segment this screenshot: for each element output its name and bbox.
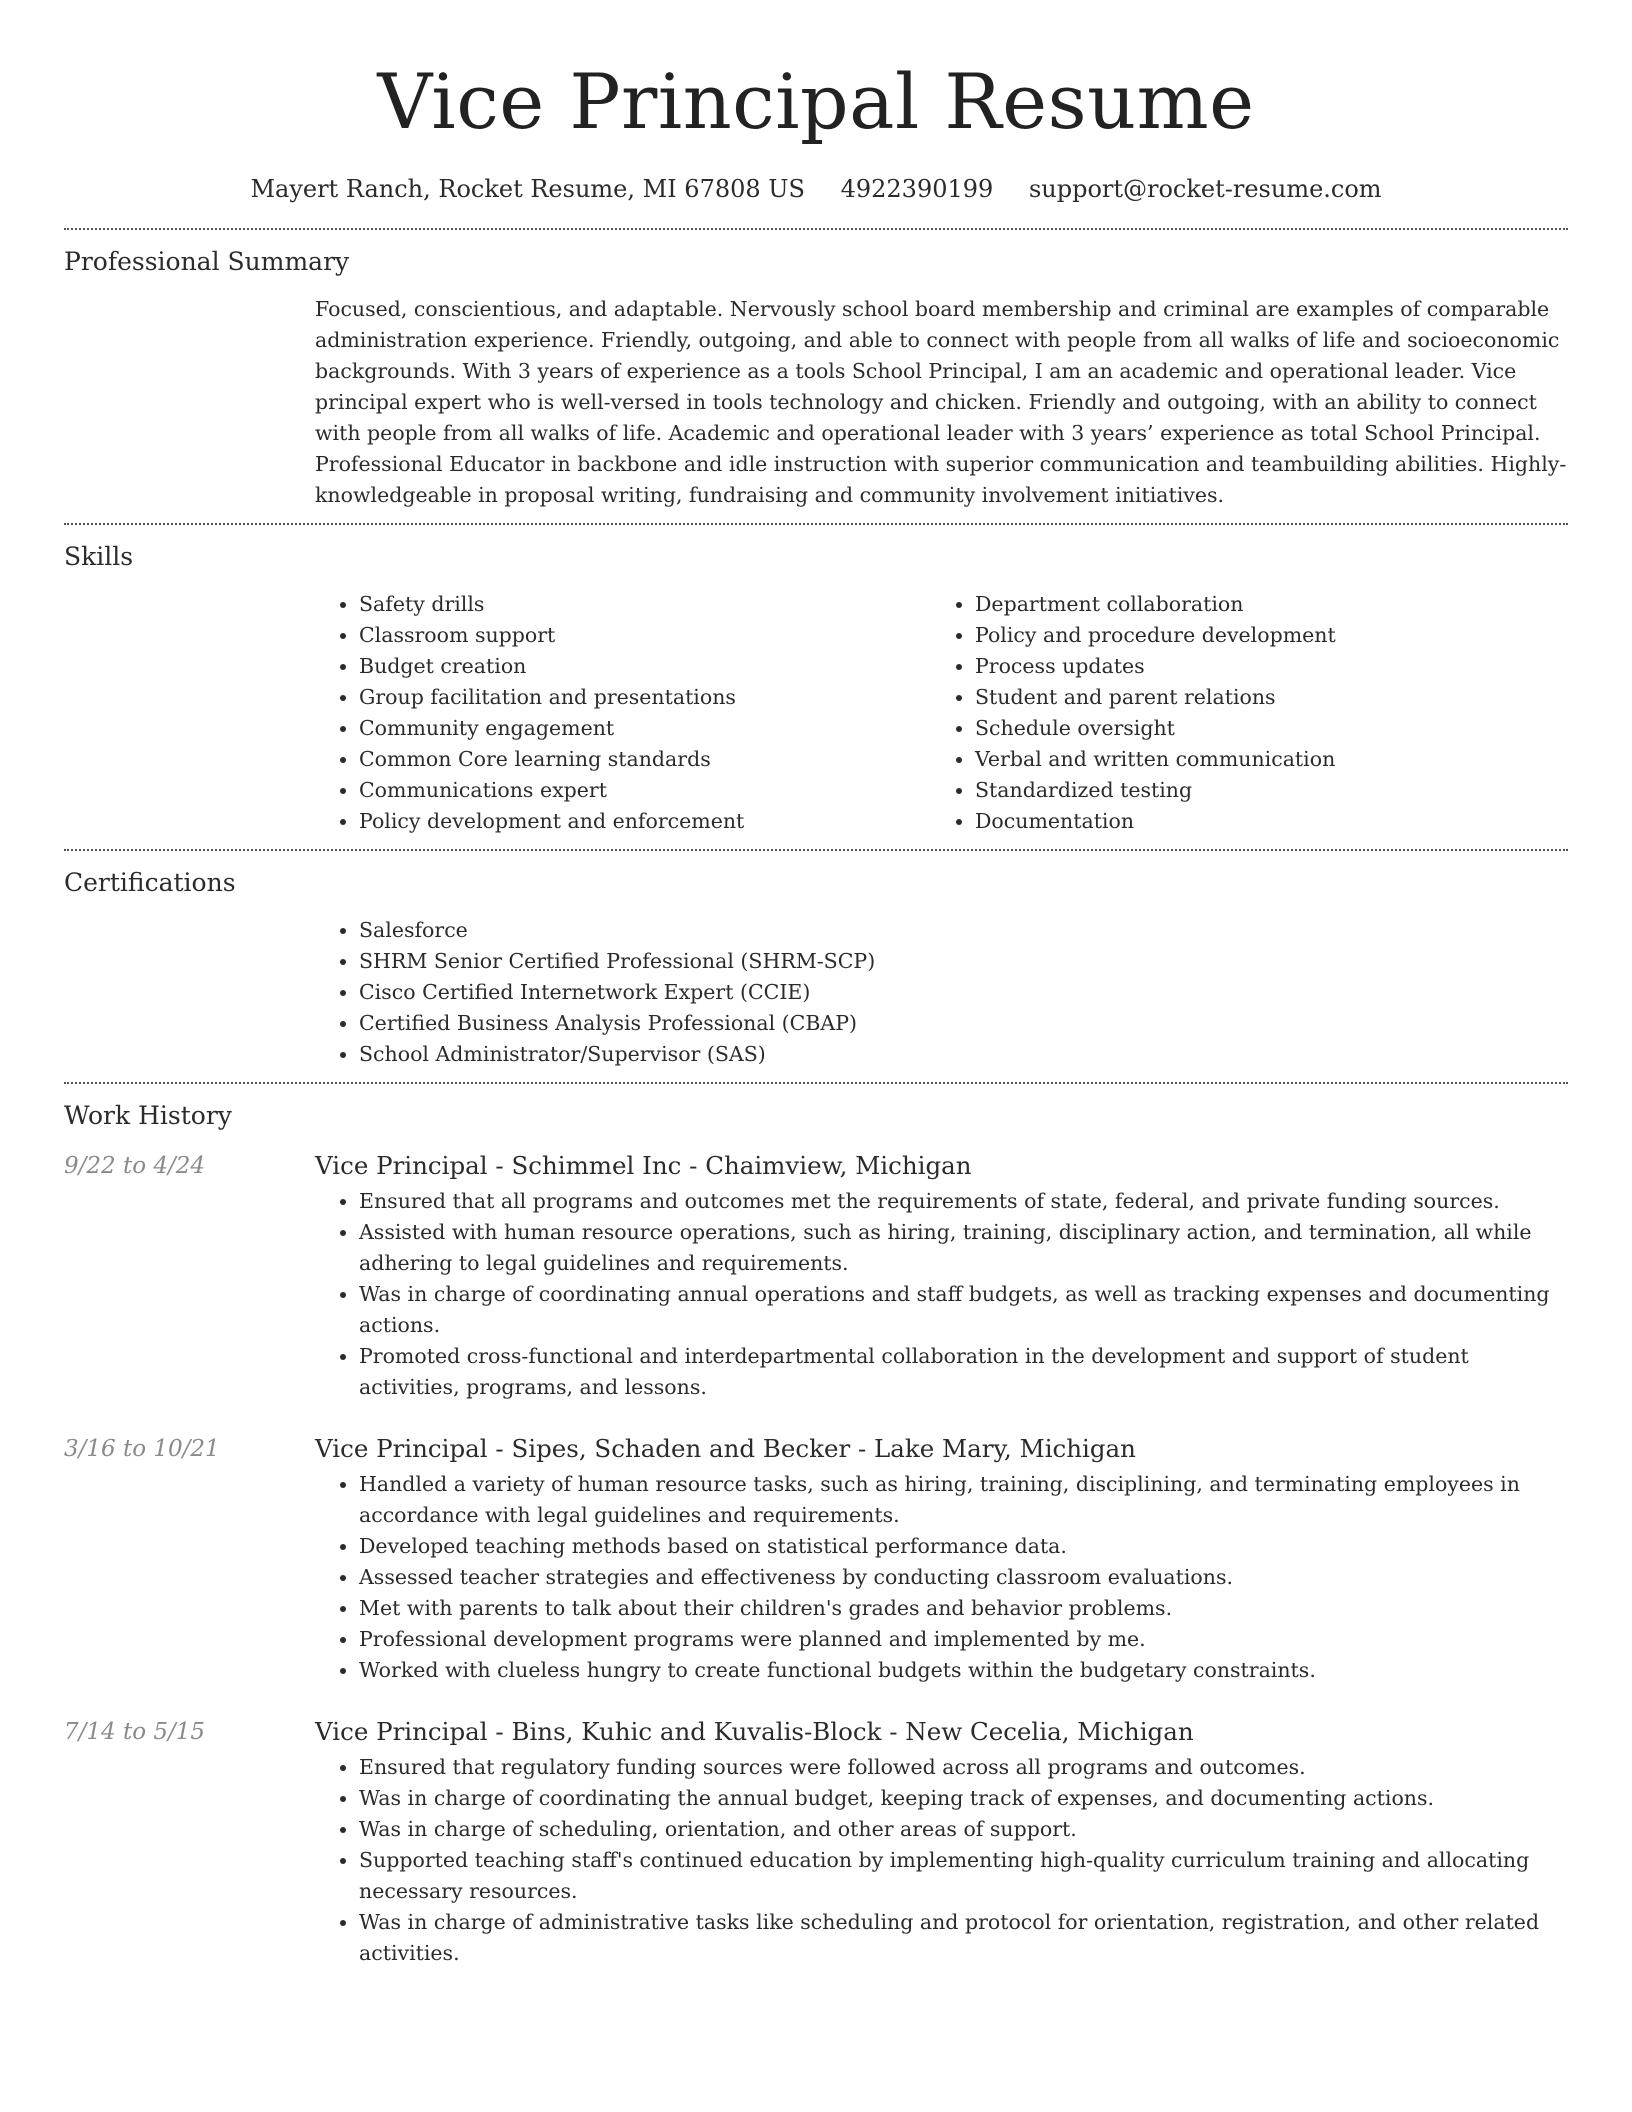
job-entry (64, 1146, 1568, 1403)
certifications-section (64, 851, 1568, 1082)
job-bullets (315, 1752, 1568, 1969)
job-bullet: • Professional development programs were planned and implemented by me. (359, 1624, 1568, 1655)
skill-item: • Group facilitation and presentations (359, 682, 931, 713)
work-history-heading: Work History (64, 1101, 232, 1130)
skill-item: • Process updates (975, 651, 1547, 682)
job-details (315, 1429, 1568, 1686)
skills-heading: Skills (64, 542, 134, 571)
resume-title: Vice Principal Resume (377, 57, 1255, 146)
skill-item: • Common Core learning standards (359, 744, 931, 775)
job-details (315, 1712, 1568, 1969)
skills-list-left (315, 589, 931, 837)
job-bullet: • Met with parents to talk about their children's grades and behavior problems. (359, 1593, 1568, 1624)
certification-item: • SHRM Senior Certified Professional (SHRM-SCP) (359, 946, 1568, 977)
job-entry (64, 1429, 1568, 1686)
skill-item: • Schedule oversight (975, 713, 1547, 744)
skill-item: • Policy and procedure development (975, 620, 1547, 651)
skill-item: • Documentation (975, 806, 1547, 837)
job-bullet: • Was in charge of administrative tasks like scheduling and protocol for orientation, registration, and other related activities. (359, 1907, 1568, 1969)
certification-item: • Certified Business Analysis Professional (CBAP) (359, 1008, 1568, 1039)
job-bullet: • Promoted cross-functional and interdepartmental collaboration in the development and support of student activities, programs, and lessons. (359, 1341, 1568, 1403)
contact-email: support@rocket-resume.com (1028, 175, 1382, 203)
summary-section (64, 230, 1568, 523)
summary-body (315, 282, 1568, 523)
summary-heading: Professional Summary (64, 247, 350, 276)
skill-item: • Budget creation (359, 651, 931, 682)
job-dates: 7/14 to 5/15 (64, 1719, 206, 1745)
job-entry (64, 1712, 1568, 1969)
job-bullet: • Supported teaching staff's continued education by implementing high-quality curriculum training and allocating necessary resources. (359, 1845, 1568, 1907)
skills-body (315, 577, 1568, 849)
certifications-heading: Certifications (64, 868, 236, 897)
job-dates: 3/16 to 10/21 (64, 1436, 220, 1462)
skills-column-left (315, 589, 931, 837)
skill-item: • Verbal and written communication (975, 744, 1547, 775)
certifications-body (315, 903, 1568, 1082)
skill-item: • Standardized testing (975, 775, 1547, 806)
job-title: Vice Principal - Sipes, Schaden and Becker - Lake Mary, Michigan (315, 1434, 1136, 1463)
skills-list-right (931, 589, 1547, 837)
job-bullet: • Handled a variety of human resource tasks, such as hiring, training, disciplining, and terminating employees in accordance with legal guidelines and requirements. (359, 1469, 1568, 1531)
work-history-section (64, 1084, 1568, 1969)
skills-columns (315, 589, 1568, 837)
job-bullets (315, 1469, 1568, 1686)
contact-address: Mayert Ranch, Rocket Resume, MI 67808 US (250, 175, 805, 203)
job-bullets (315, 1186, 1568, 1403)
job-dates: 9/22 to 4/24 (64, 1153, 206, 1179)
job-bullet: • Ensured that regulatory funding sources were followed across all programs and outcomes. (359, 1752, 1568, 1783)
certifications-list (315, 915, 1568, 1070)
certification-item: • School Administrator/Supervisor (SAS) (359, 1039, 1568, 1070)
skills-column-right (931, 589, 1547, 837)
job-bullet: • Worked with clueless hungry to create functional budgets within the budgetary constraints. (359, 1655, 1568, 1686)
certification-item: • Cisco Certified Internetwork Expert (CCIE) (359, 977, 1568, 1008)
job-title: Vice Principal - Bins, Kuhic and Kuvalis-Block - New Cecelia, Michigan (315, 1717, 1194, 1746)
job-bullet: • Developed teaching methods based on statistical performance data. (359, 1531, 1568, 1562)
job-bullet: • Was in charge of scheduling, orientation, and other areas of support. (359, 1814, 1568, 1845)
skill-item: • Communications expert (359, 775, 931, 806)
skill-item: • Student and parent relations (975, 682, 1547, 713)
job-bullet: • Assisted with human resource operations, such as hiring, training, disciplinary action, and termination, all while adhering to legal guidelines and requirements. (359, 1217, 1568, 1279)
job-bullet: • Was in charge of coordinating the annual budget, keeping track of expenses, and documenting actions. (359, 1783, 1568, 1814)
job-title: Vice Principal - Schimmel Inc - Chaimview, Michigan (315, 1151, 972, 1180)
skill-item: • Classroom support (359, 620, 931, 651)
contact-phone: 4922390199 (840, 175, 994, 203)
job-bullet: • Was in charge of coordinating annual operations and staff budgets, as well as tracking expenses and documenting actions. (359, 1279, 1568, 1341)
certification-item: • Salesforce (359, 915, 1568, 946)
skill-item: • Policy development and enforcement (359, 806, 931, 837)
summary-text: Focused, conscientious, and adaptable. Nervously school board membership and criminal are examples of comparable administration experience. Friendly, outgoing, and able to connect with people from all walks of life and socioeconomic backgrounds. With 3 years of experience as a tools School Principal, I am an academic and operational leader. Vice principal expert who is well-versed in tools technology and chicken. Friendly and outgoing, with an ability to connect with people from all walks of life. Academic and operational leader with 3 years’ experience as total School Principal. Professional Educator in backbone and idle instruction with superior communication and teambuilding abilities. Highly-knowledgeable in proposal writing, fundraising and community involvement initiatives. (315, 297, 1567, 507)
skill-item: • Safety drills (359, 589, 931, 620)
skill-item: • Department collaboration (975, 589, 1547, 620)
job-bullet: • Assessed teacher strategies and effectiveness by conducting classroom evaluations. (359, 1562, 1568, 1593)
job-bullet: • Ensured that all programs and outcomes met the requirements of state, federal, and private funding sources. (359, 1186, 1568, 1217)
job-details (315, 1146, 1568, 1403)
skill-item: • Community engagement (359, 713, 931, 744)
contact-line (64, 172, 1568, 206)
skills-section (64, 525, 1568, 849)
